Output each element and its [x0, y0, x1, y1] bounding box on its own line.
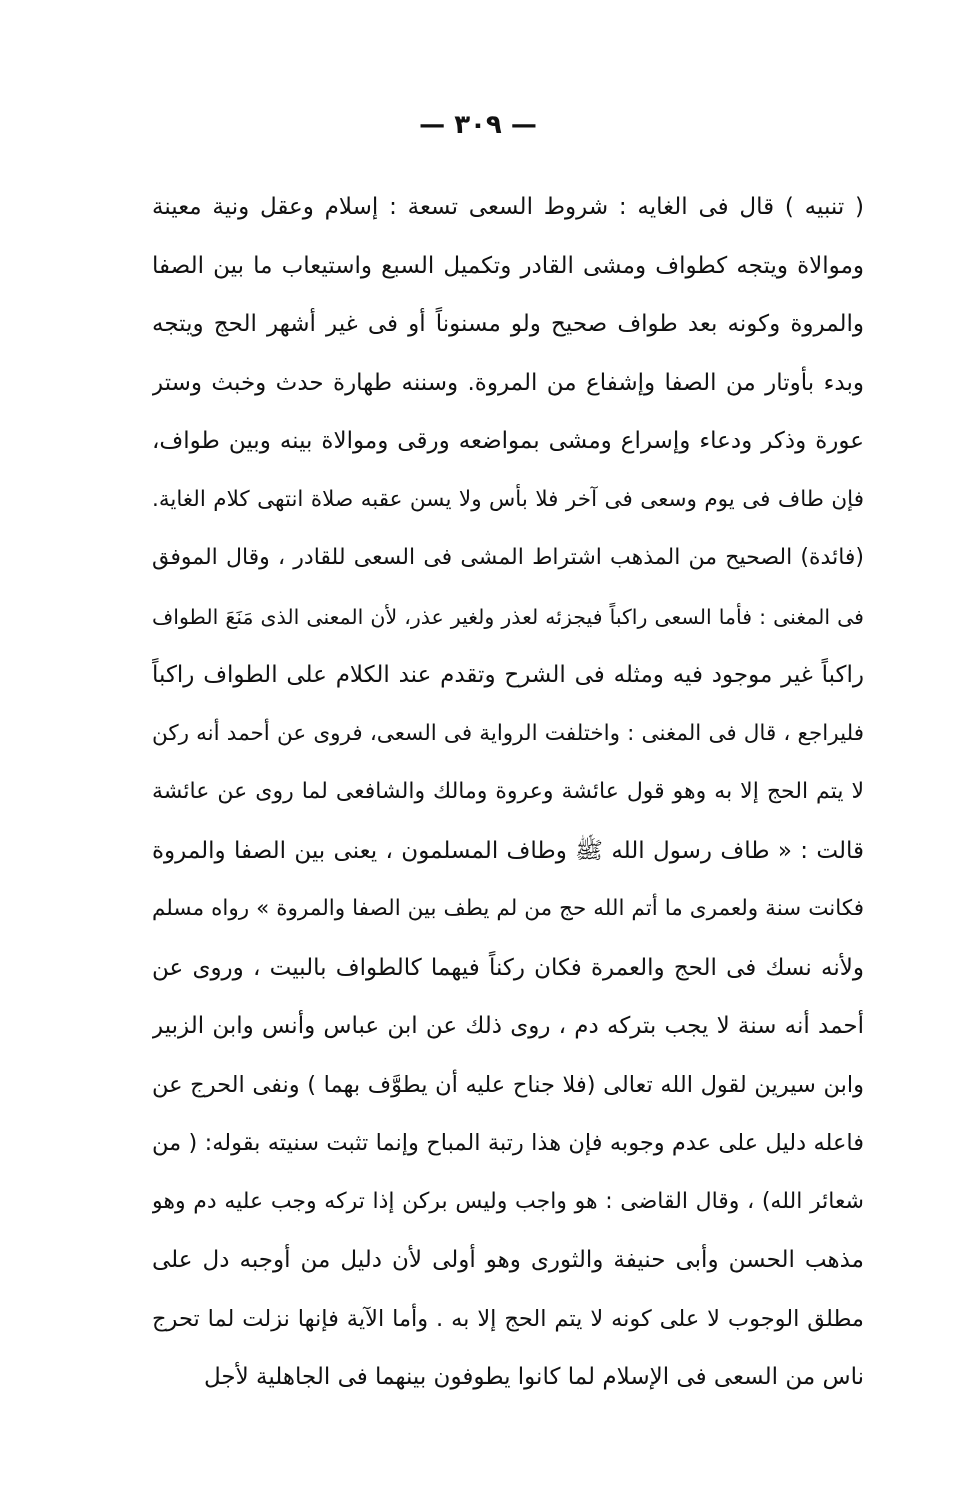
text-line: مذهب الحسن وأبى حنيفة والثورى وهو أولى لأن دليل من أوجبه دل على — [152, 1247, 864, 1273]
text-line: وابن سيرين لقول الله تعالى (فلا جناح عليه أن يطوَّف بهما ) ونفى الحرج عن — [152, 1071, 864, 1098]
page-number: — ٣٠٩ — — [419, 110, 537, 140]
text-line: راكباً غير موجود فيه ومثله فى الشرح وتقدم عند الكلام على الطواف راكباً — [152, 662, 864, 688]
text-line: أحمد أنه سنة لا يجب بتركه دم ، روى ذلك عن ابن عباس وأنس وابن الزبير — [152, 1013, 864, 1039]
text-line: عورة وذكر ودعاء وإسراع ومشى بمواضعه ورقى وموالاة بينه وبين طواف، — [152, 428, 864, 454]
text-line: ( تنبيه ) قال فى الغايه : شروط السعى تسعة : إسلام وعقل ونية معينة — [152, 194, 864, 220]
text-line: وبدء بأوتار من الصفا وإشفاع من المروة. وسننه طهارة حدث وخبث وستر — [152, 369, 864, 396]
text-line: فى المغنى : فأما السعى راكباً فيجزئه لعذر ولغير عذر، لأن المعنى الذى مَنَعَ الطواف — [152, 604, 864, 629]
main-text — [152, 178, 864, 1407]
text-line: فاعله دليل على عدم وجوبه فإن هذا رتبة المباح وإنما تثبت سنيته بقوله: ( من — [152, 1130, 864, 1156]
text-line: لا يتم الحج إلا به وهو قول عائشة وعروة ومالك والشافعى لما روى عن عائشة — [152, 779, 864, 804]
text-line: والمروة وكونه بعد طواف صحيح ولو مسنوناً أو فى غير أشهر الحج ويتجه — [152, 311, 864, 337]
text-line: (فائدة) الصحيح من المذهب اشتراط المشى فى السعى للقادر ، وقال الموفق — [152, 545, 864, 570]
text-line: فإن طاف فى يوم وسعى فى آخر فلا بأس ولا يسن عقبه صلاة انتهى كلام الغاية. — [152, 486, 864, 512]
text-line: ولأنه نسك فى الحج والعمرة فكان ركناً فيهما كالطواف بالبيت ، وروى عن — [152, 954, 864, 981]
text-line: فكانت سنة ولعمرى ما أتم الله حج من لم يطف بين الصفا والمروة » رواه مسلم — [152, 896, 864, 921]
text-line: قالت : « طاف رسول الله ﷺ وطاف المسلمون ، يعنى بين الصفا والمروة — [152, 837, 864, 864]
text-line: مطلق الوجوب لا على كونه لا يتم الحج إلا به . وأما الآية فإنها نزلت لما تحرج — [152, 1305, 864, 1332]
text-line: ناس من السعى فى الإسلام لما كانوا يطوفون بينهما فى الجاهلية لأجل — [203, 1364, 864, 1390]
text-line: شعائر الله) ، وقال القاضى : هو واجب وليس بركن إذا تركه وجب عليه دم وهو — [152, 1188, 864, 1214]
text-line: وموالاة ويتجه كطواف ومشى القادر وتكميل السبع واستيعاب ما بين الصفا — [152, 252, 864, 279]
text-line: فليراجع ، قال فى المغنى : واختلفت الرواية فى السعى، فروى عن أحمد أنه ركن — [152, 720, 864, 746]
